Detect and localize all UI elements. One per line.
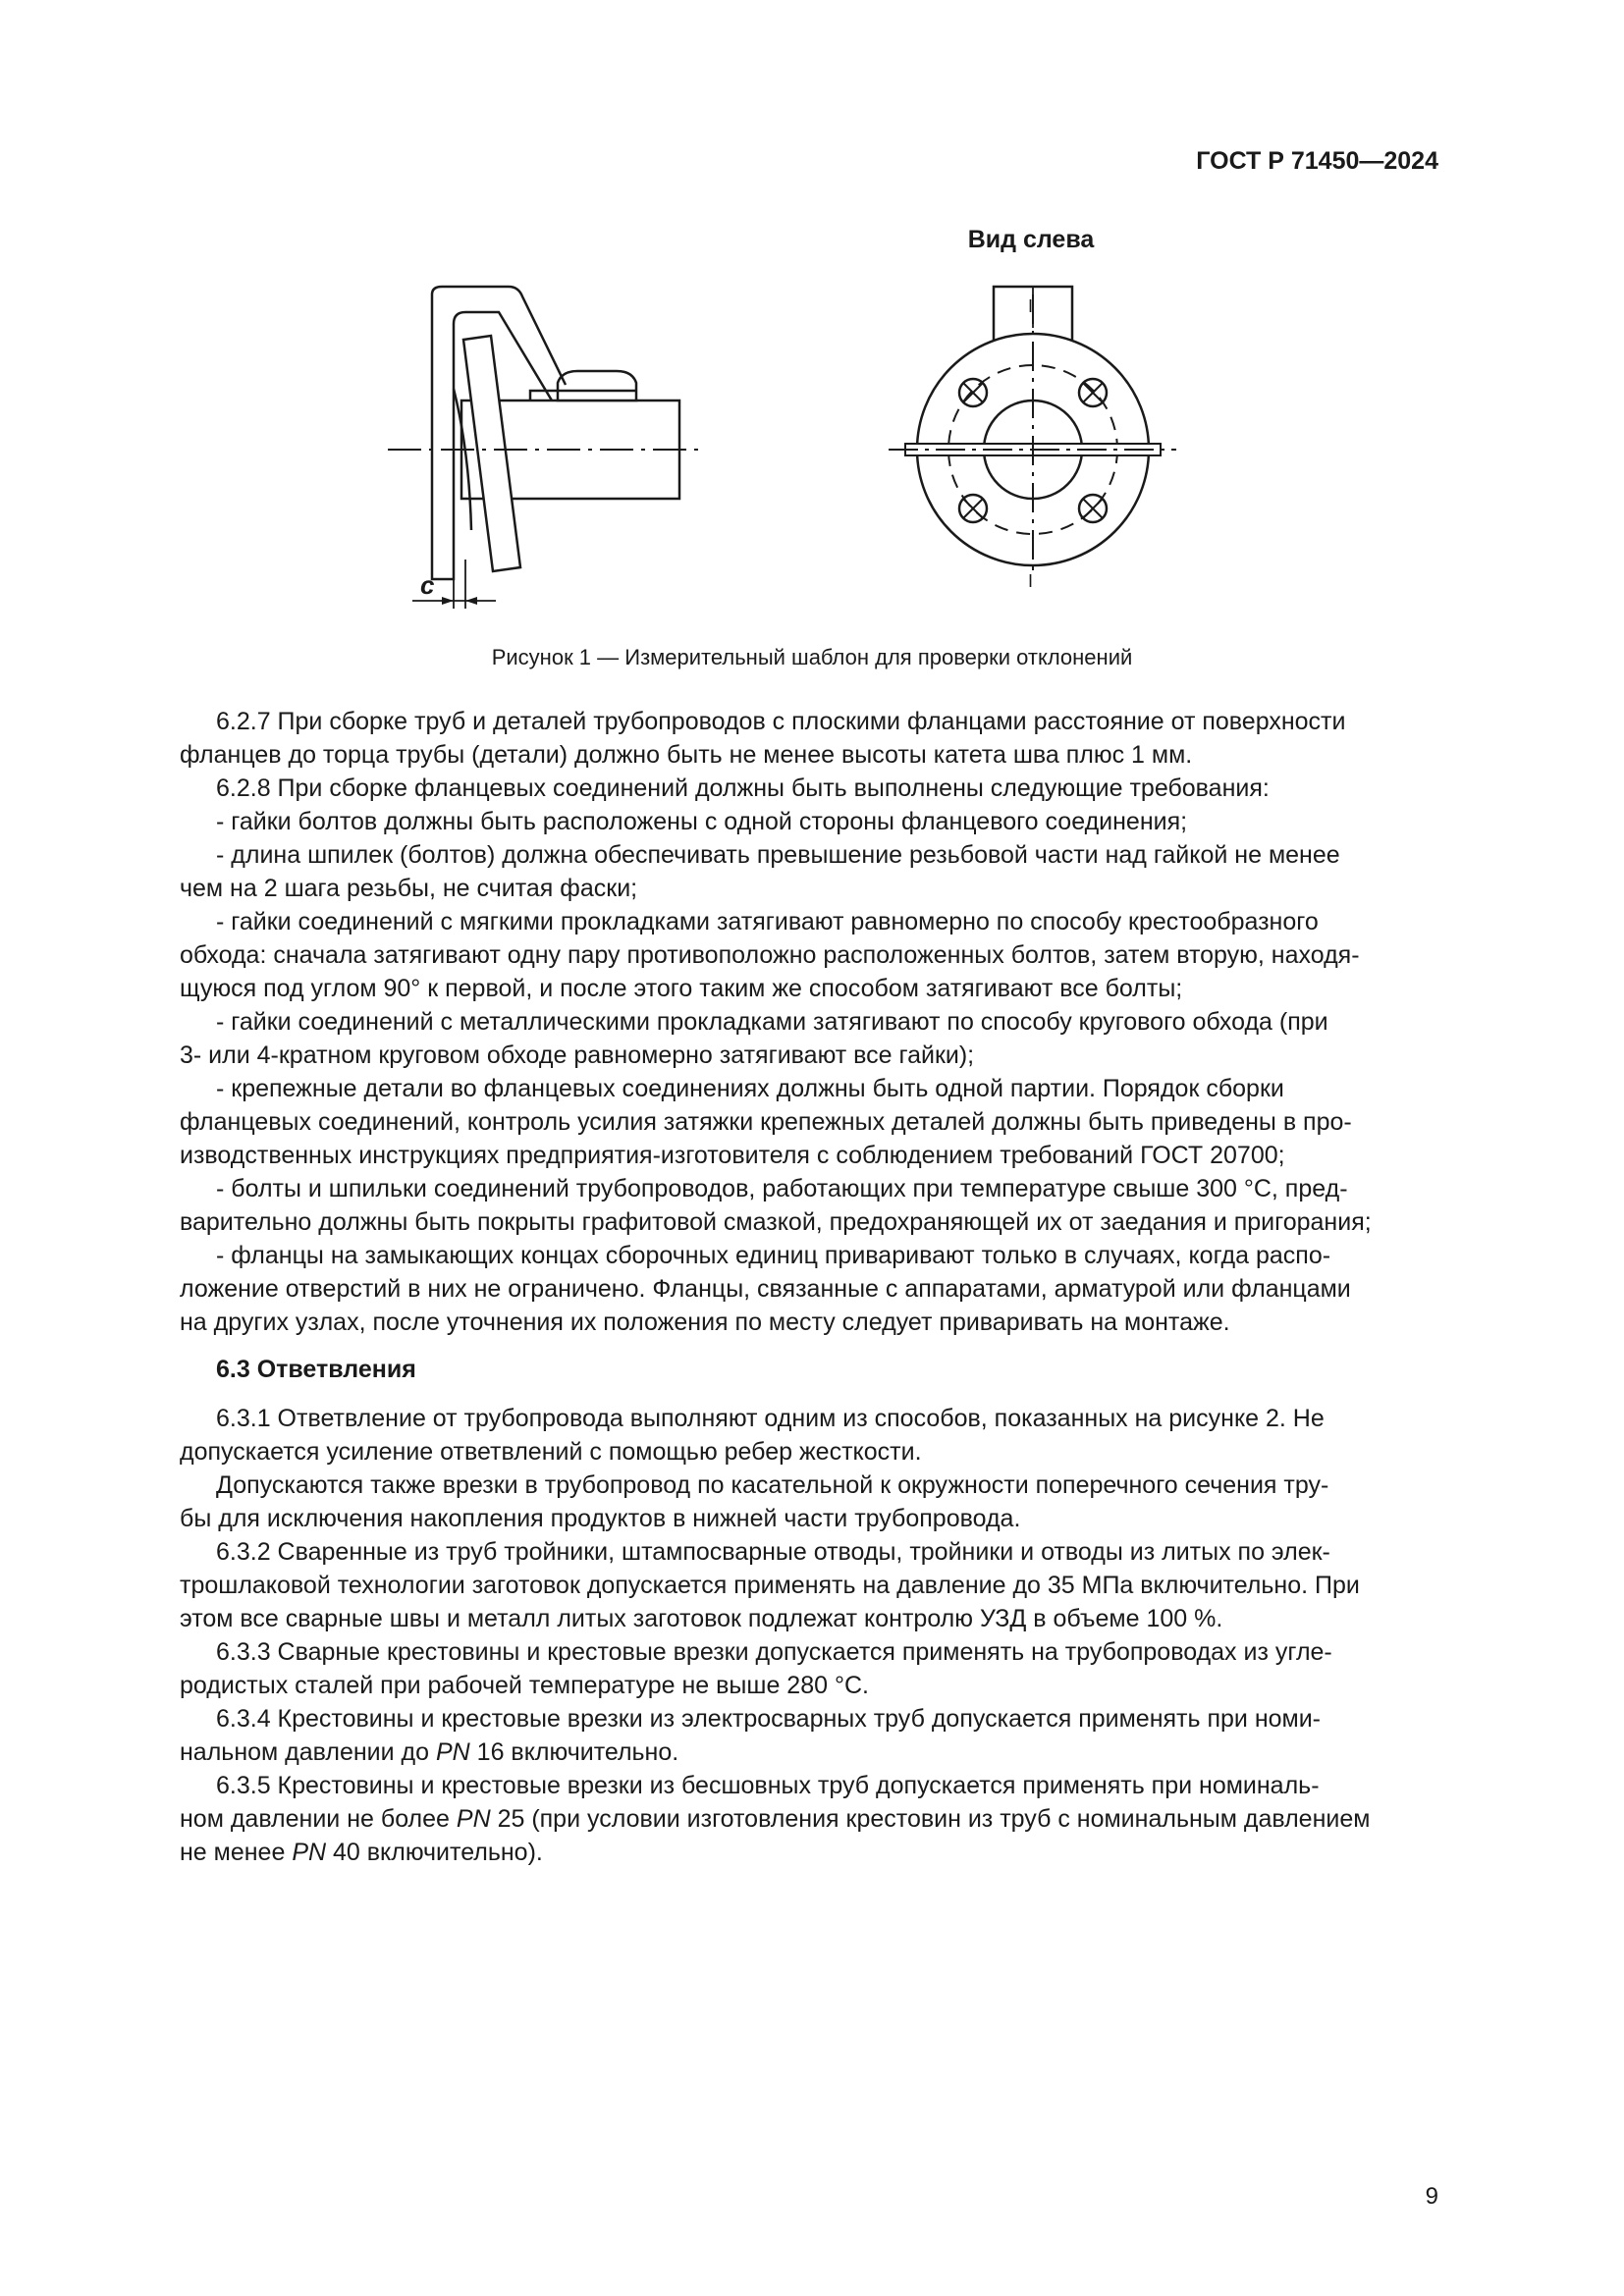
text-line: 6.3.2 Сваренные из труб тройники, штампосварные отводы, тройники и отводы из литых по элек- bbox=[216, 1538, 1330, 1566]
side-view-drawing bbox=[388, 287, 702, 609]
text-line: на других узлах, после уточнения их положения по месту следует приваривать на монтаже. bbox=[180, 1308, 1230, 1336]
text-line: бы для исключения накопления продуктов в нижней части трубопровода. bbox=[180, 1505, 1021, 1532]
body-text bbox=[180, 705, 1436, 1869]
requirement-item-7 bbox=[180, 1239, 1436, 1339]
requirement-item-1: - гайки болтов должны быть расположены с одной стороны фланцевого соединения; bbox=[216, 808, 1188, 835]
text-line: - гайки соединений с мягкими прокладками затягивают равномерно по способу крестообразного bbox=[216, 908, 1319, 935]
paragraph-6-3-2 bbox=[180, 1535, 1436, 1635]
requirement-item-5 bbox=[180, 1072, 1436, 1172]
text-line: не менее PN 40 включительно). bbox=[180, 1839, 543, 1866]
requirement-item-6 bbox=[180, 1172, 1436, 1239]
paragraph-6-2-8: 6.2.8 При сборке фланцевых соединений должны быть выполнены следующие требования: bbox=[216, 774, 1270, 802]
paragraph-6-2-7 bbox=[180, 705, 1436, 772]
paragraph-6-3-1 bbox=[180, 1402, 1436, 1468]
text-line: - длина шпилек (болтов) должна обеспечивать превышение резьбовой части над гайкой не менее bbox=[216, 841, 1340, 869]
section-heading-6-3: 6.3 Ответвления bbox=[216, 1356, 416, 1383]
paragraph-6-3-3 bbox=[180, 1635, 1436, 1702]
paragraph-6-3-4 bbox=[180, 1702, 1436, 1769]
dimension-label-c: c bbox=[420, 570, 435, 600]
left-view-drawing bbox=[889, 287, 1176, 577]
section-mark-top: I bbox=[1028, 296, 1034, 316]
text-line: щуюся под углом 90° к первой, и после этого таким же способом затягивают все болты; bbox=[180, 975, 1183, 1002]
requirement-item-3 bbox=[180, 905, 1436, 1005]
text-line: родистых сталей при рабочей температуре не выше 280 °С. bbox=[180, 1672, 869, 1699]
text-line: 3- или 4-кратном круговом обходе равномерно затягивают все гайки); bbox=[180, 1041, 975, 1069]
text-line: нальном давлении до PN 16 включительно. bbox=[180, 1738, 679, 1766]
text-line: 6.3.3 Сварные крестовины и крестовые врезки допускается применять на трубопроводах из угле- bbox=[216, 1638, 1332, 1666]
requirement-item-2 bbox=[180, 838, 1436, 905]
text-line: 6.3.4 Крестовины и крестовые врезки из электросварных труб допускается применять при номи- bbox=[216, 1705, 1321, 1733]
paragraph-6-3-1-continued bbox=[180, 1468, 1436, 1535]
text-line: ложение отверстий в них не ограничено. Фланцы, связанные с аппаратами, арматурой или фланцами bbox=[180, 1275, 1351, 1303]
text-line: 6.2.7 При сборке труб и деталей трубопроводов с плоскими фланцами расстояние от поверхности bbox=[216, 708, 1346, 735]
text-line: трошлаковой технологии заготовок допускается применять на давление до 35 МПа включительно. При bbox=[180, 1572, 1360, 1599]
text-line: - фланцы на замыкающих концах сборочных единиц приваривают только в случаях, когда распо- bbox=[216, 1242, 1331, 1269]
requirement-item-4 bbox=[180, 1005, 1436, 1072]
text-line: - крепежные детали во фланцевых соединениях должны быть одной партии. Порядок сборки bbox=[216, 1075, 1284, 1102]
text-line: чем на 2 шага резьбы, не считая фаски; bbox=[180, 875, 638, 902]
text-line: ном давлении не более PN 25 (при условии изготовления крестовин из труб с номинальным давлением bbox=[180, 1805, 1371, 1833]
text-line: фланцевых соединений, контроль усилия затяжки крепежных деталей должны быть приведены в про- bbox=[180, 1108, 1352, 1136]
text-line: фланцев до торца трубы (детали) должно быть не менее высоты катета шва плюс 1 мм. bbox=[180, 741, 1193, 769]
document-designation: ГОСТ Р 71450—2024 bbox=[1196, 147, 1438, 175]
text-line: - болты и шпильки соединений трубопроводов, работающих при температуре свыше 300 °С, пред- bbox=[216, 1175, 1348, 1202]
figure-caption: Рисунок 1 — Измерительный шаблон для проверки отклонений bbox=[491, 645, 1133, 669]
text-line: - гайки соединений с металлическими прокладками затягивают по способу кругового обхода (при bbox=[216, 1008, 1328, 1036]
text-line: допускается усиление ответвлений с помощью ребер жесткости. bbox=[180, 1438, 922, 1466]
figure-measuring-template bbox=[0, 0, 1624, 667]
section-mark-bottom: I bbox=[1028, 571, 1034, 591]
page-number: 9 bbox=[1425, 2183, 1438, 2210]
paragraph-6-3-5 bbox=[180, 1769, 1436, 1869]
text-line: Допускаются также врезки в трубопровод по касательной к окружности поперечного сечения тру- bbox=[216, 1471, 1329, 1499]
text-line: варительно должны быть покрыты графитовой смазкой, предохраняющей их от заедания и пригорания; bbox=[180, 1208, 1372, 1236]
view-title: Вид слева bbox=[967, 226, 1095, 253]
text-line: 6.3.5 Крестовины и крестовые врезки из бесшовных труб допускается применять при номиналь- bbox=[216, 1772, 1320, 1799]
text-line: этом все сварные швы и металл литых заготовок подлежат контролю УЗД в объеме 100 %. bbox=[180, 1605, 1223, 1632]
text-line: обхода: сначала затягивают одну пару противоположно расположенных болтов, затем вторую, находя- bbox=[180, 941, 1360, 969]
template-handle bbox=[558, 371, 636, 400]
text-line: изводственных инструкциях предприятия-изготовителя с соблюдением требований ГОСТ 20700; bbox=[180, 1142, 1285, 1169]
text-line: 6.3.1 Ответвление от трубопровода выполняют одним из способов, показанных на рисунке 2. Не bbox=[216, 1405, 1325, 1432]
